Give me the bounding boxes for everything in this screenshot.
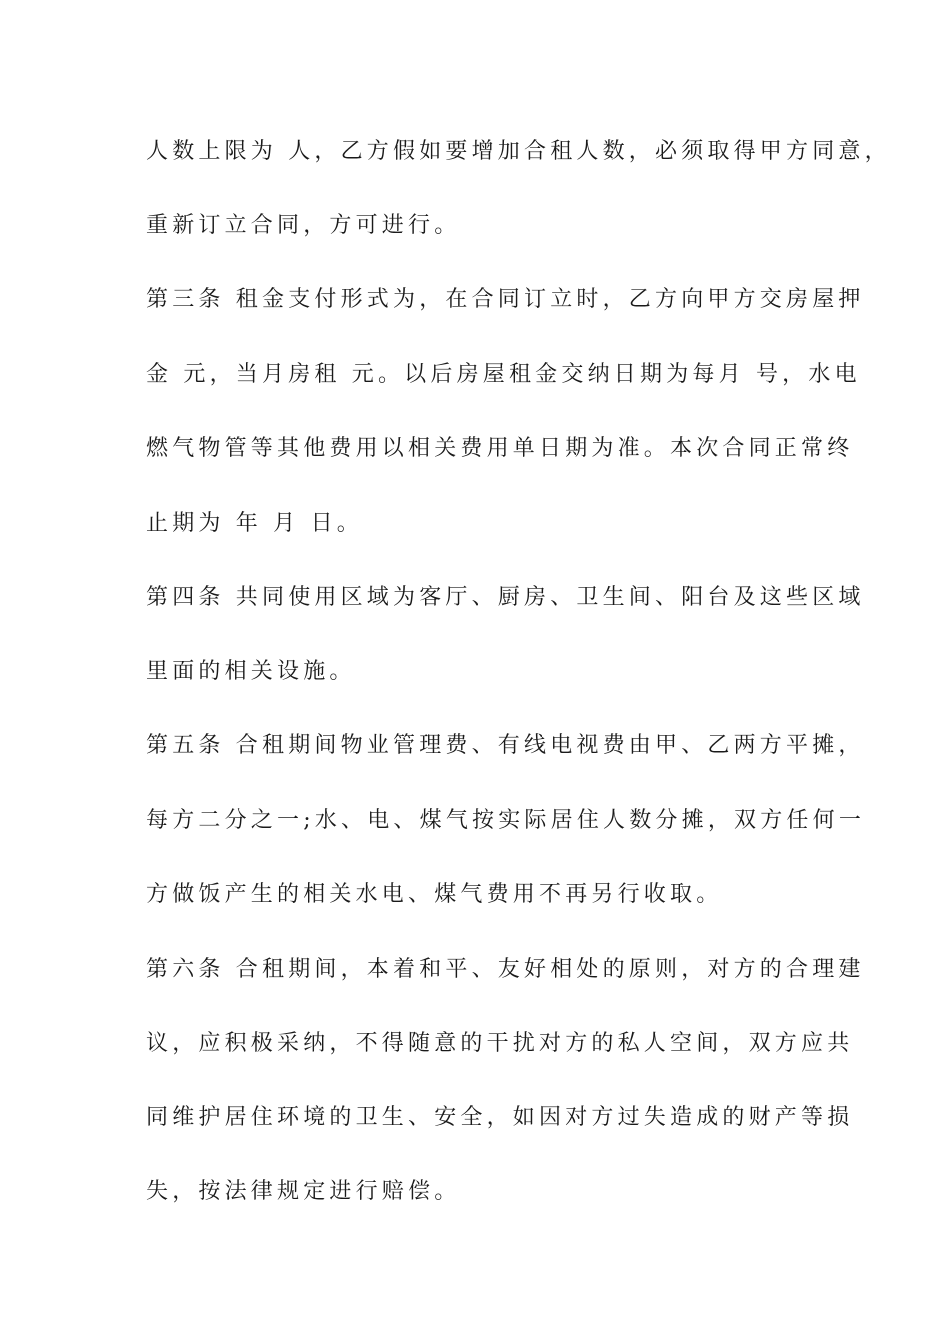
clause-4-heading-line: 第四条 共同使用区域为客厅、厨房、卫生间、阳台及这些区域 <box>146 585 865 610</box>
clause-6-heading-line: 第六条 合租期间，本着和平、友好相处的原则，对方的合理建 <box>146 957 865 982</box>
text-line: 金 元，当月房租 元。以后房屋租金交纳日期为每月 号，水电 <box>146 362 861 387</box>
clause-3-heading-line: 第三条 租金支付形式为，在合同订立时，乙方向甲方交房屋押 <box>146 287 865 312</box>
text-line: 燃气物管等其他费用以相关费用单日期为准。本次合同正常终 <box>146 436 854 461</box>
text-line: 每方二分之一;水、电、煤气按实际居住人数分摊，双方任何一 <box>146 808 866 833</box>
text-line: 方做饭产生的相关水电、煤气费用不再另行收取。 <box>146 882 723 907</box>
text-line: 同维护居住环境的卫生、安全，如因对方过失造成的财产等损 <box>146 1105 854 1130</box>
text-line: 议，应积极采纳，不得随意的干扰对方的私人空间，双方应共 <box>146 1031 854 1056</box>
text-line: 重新订立合同，方可进行。 <box>146 213 461 238</box>
text-line: 止期为 年 月 日。 <box>146 511 363 536</box>
clause-5-heading-line: 第五条 合租期间物业管理费、有线电视费由甲、乙两方平摊， <box>146 733 865 758</box>
text-line: 里面的相关设施。 <box>146 659 356 684</box>
text-line: 人数上限为 人，乙方假如要增加合租人数，必须取得甲方同意， <box>146 139 891 164</box>
text-line: 失，按法律规定进行赔偿。 <box>146 1179 461 1204</box>
